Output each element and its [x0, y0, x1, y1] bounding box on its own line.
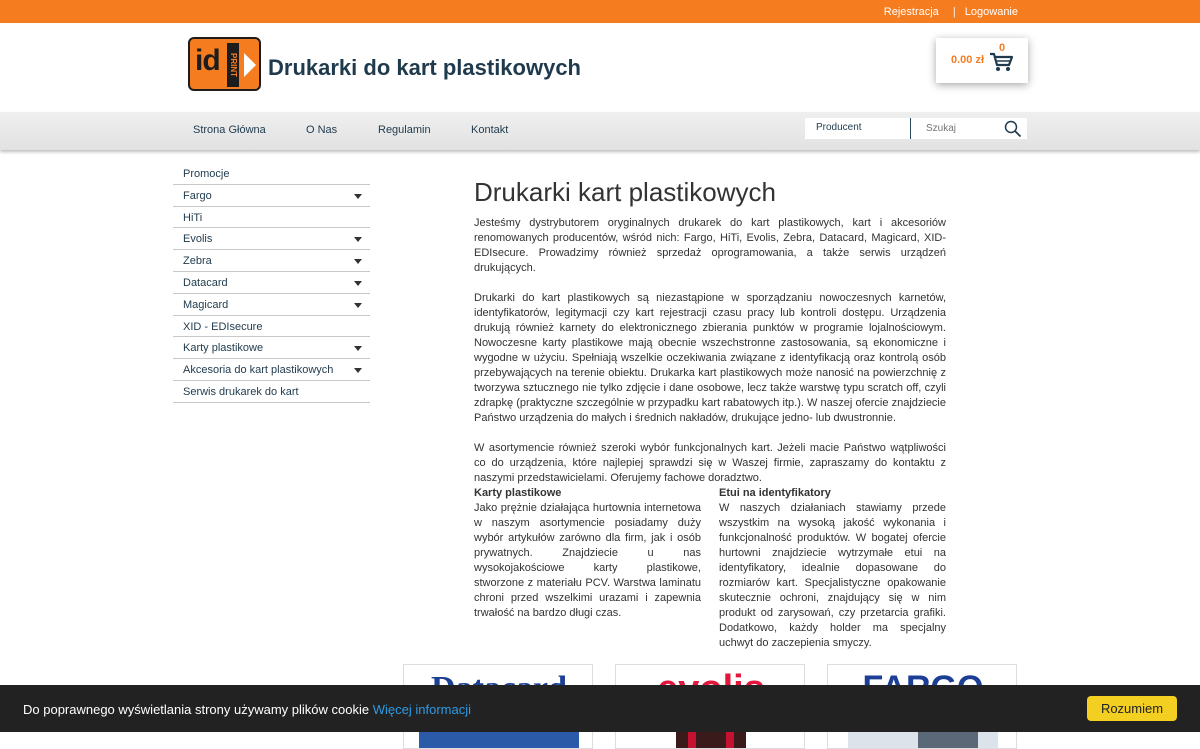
- logo-print-text: PRINT: [227, 43, 239, 87]
- sidebar-item-label: HiTi: [183, 211, 203, 224]
- link-separator: |: [952, 6, 956, 18]
- nav-home[interactable]: Strona Główna: [193, 124, 266, 136]
- nav-terms[interactable]: Regulamin: [378, 124, 431, 136]
- sidebar-item-label: Akcesoria do kart plastikowych: [183, 364, 334, 377]
- sidebar-item-label: Evolis: [183, 233, 213, 246]
- category-sidebar: [173, 163, 370, 403]
- sidebar-item-xid-edisecure[interactable]: [173, 316, 370, 338]
- sidebar-item-label: Promocje: [183, 168, 230, 180]
- sidebar-item-zebra[interactable]: [173, 250, 370, 272]
- idprint-logo[interactable]: [188, 37, 261, 91]
- cart-count: 0: [999, 42, 1006, 54]
- cart-amount: 0.00 zł: [951, 54, 985, 66]
- login-link[interactable]: Logowanie: [964, 6, 1018, 18]
- sidebar-item-label: Datacard: [183, 276, 228, 289]
- search-input[interactable]: [917, 118, 1003, 139]
- sidebar-item-akcesoria[interactable]: [173, 359, 370, 381]
- search-icon[interactable]: [1004, 120, 1022, 138]
- register-link[interactable]: Rejestracja: [883, 6, 939, 18]
- sidebar-item-hiti[interactable]: [173, 207, 370, 229]
- column-text: Jako prężnie działająca hurtownia internetowa w naszym asortymencie posiadamy duży wybór artykułów zarówno dla firm, jak i osób prywatnych. Znajdziecie u nas wysokojakościowe karty plastikowe, stworzone z materiału PCV. Warstwa laminatu chroni przed wszelkimi urazami i zapewnia trwałość na bardzo długi czas.: [474, 502, 701, 619]
- printers-paragraph: Drukarki do kart plastikowych są niezastąpione w sporządzaniu nowoczesnych karnetów, identyfikatorów, legitymacji czy kart rejestracji czasu pracy lub kontroli dostępu. Urządzenia drukują również karnety do elektronicznego zbierania punktów w programie lojalnościowym. Nowoczesne karty plastikowe mają obecnie wszechstronne zastosowania, są ekonomiczne i wygodne w użyciu. Spełniają wszelkie oczekiwania związane z identyfikacją oraz kontrolą osób przebywających na terenie obiektu. Drukarka kart plastikowych może nanosić na powierzchnię z tworzywa sztucznego nie tylko zdjęcie i dane osobowe, lecz także warstwę typu scratch off, czyli zdrapkę (praktyczne szczególnie w przypadku kart rabatowych itp.). W naszej ofercie znajdziecie Państwo urządzenia do małych i średnich nakładów, drukujące jedno- lub dwustronnie.: [474, 292, 946, 424]
- sidebar-item-serwis[interactable]: [173, 381, 370, 403]
- sidebar-item-label: Magicard: [183, 298, 229, 311]
- sidebar-item-magicard[interactable]: [173, 294, 370, 316]
- account-links: [884, 6, 1018, 18]
- chevron-down-icon[interactable]: [354, 303, 362, 308]
- sidebar-item-label: Fargo: [183, 189, 212, 202]
- cookie-banner: [0, 685, 1200, 732]
- sidebar-item-label: Karty plastikowe: [183, 342, 264, 355]
- column-text: W naszych działaniach stawiamy przede wszystkim na wysoką jakość wykonania i funkcjonalność produktów. W bogatej ofercie hurtowni znajdziecie wytrzymałe etui na identyfikatory, idealnie dopasowane do rozmiarów kart. Specjalistyczne opakowanie skutecznie ochroni, znajdujący się w nim produkt od zarysowań, czy przetarcia grafiki. Dodatkowo, każdy holder ma specjalny uchwyt do zaczepienia smyczy.: [719, 502, 946, 649]
- column-badge-holders: [719, 486, 946, 651]
- chevron-down-icon[interactable]: [354, 281, 362, 286]
- column-heading: Karty plastikowe: [474, 487, 562, 499]
- intro-paragraph: Jesteśmy dystrybutorem oryginalnych drukarek do kart plastikowych, kart i akcesoriów renomowanych producentów, wśród nich: Fargo, HiTi, Evolis, Zebra, Datacard, Magicard, XID-EDIsecure. Prowadzimy również sprzedaż oprogramowania, a także serwis urządzeń drukujących.: [474, 217, 946, 274]
- sidebar-item-fargo[interactable]: [173, 185, 370, 207]
- top-bar: [0, 0, 1200, 23]
- header: [0, 23, 1200, 112]
- site-title: Drukarki do kart plastikowych: [268, 55, 581, 80]
- sidebar-item-label: Zebra: [183, 255, 212, 268]
- assortment-paragraph: W asortymencie również szeroki wybór funkcjonalnych kart. Jeżeli macie Państwo wątpliwości co do urządzenia, które najlepiej sprawdzi się w Waszej firmie, zapraszamy do kontaktu z naszymi przedstawicielami. Oferujemy fachowe doradztwo.: [474, 442, 946, 484]
- cookie-accept-button[interactable]: Rozumiem: [1087, 696, 1177, 721]
- sidebar-item-evolis[interactable]: [173, 228, 370, 250]
- sidebar-item-karty-plastikowe[interactable]: [173, 337, 370, 359]
- chevron-down-icon[interactable]: [354, 259, 362, 264]
- sidebar-item-label: Serwis drukarek do kart: [183, 385, 299, 398]
- chevron-down-icon[interactable]: [354, 194, 362, 199]
- cookie-more-info-link[interactable]: Więcej informacji: [372, 702, 471, 717]
- chevron-down-icon[interactable]: [354, 346, 362, 351]
- producer-select[interactable]: Producent: [805, 118, 911, 139]
- sidebar-item-datacard[interactable]: [173, 272, 370, 294]
- column-plastic-cards: [474, 486, 701, 621]
- column-heading: Etui na identyfikatory: [719, 487, 831, 499]
- watermark: www.tcbn.pl: [1138, 735, 1197, 746]
- cookie-message: [23, 702, 471, 717]
- sidebar-item-promocje[interactable]: [173, 163, 370, 185]
- shopping-cart-icon: [989, 51, 1013, 73]
- chevron-down-icon[interactable]: [354, 237, 362, 242]
- search-bar: [805, 118, 1027, 139]
- logo-arrow-icon: [244, 53, 256, 77]
- nav-about[interactable]: O Nas: [306, 124, 338, 136]
- chevron-down-icon[interactable]: [354, 368, 362, 373]
- nav-contact[interactable]: Kontakt: [471, 124, 509, 136]
- main-content: [474, 177, 946, 501]
- sidebar-item-label: XID - EDIsecure: [183, 320, 263, 333]
- page-title: Drukarki kart plastikowych: [474, 177, 776, 207]
- cookie-text: Do poprawnego wyświetlania strony używamy plików cookie: [23, 702, 370, 717]
- main-nav: [0, 112, 1200, 150]
- cart-widget[interactable]: [936, 38, 1028, 83]
- logo-id-text: id: [195, 44, 220, 77]
